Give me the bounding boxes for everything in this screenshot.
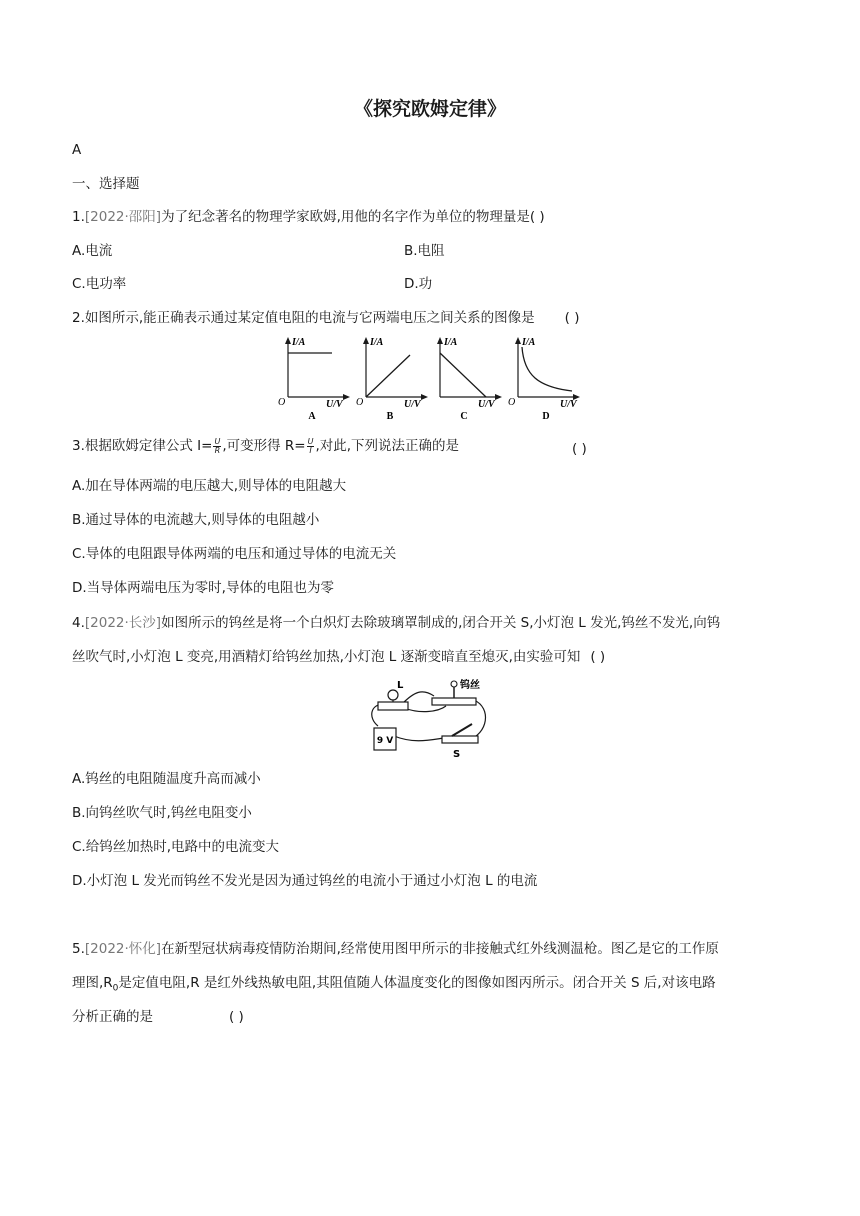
question-source: [2022·怀化] [84,941,162,957]
q4-option-c: C.给钨丝加热时,电路中的电流变大 [72,839,280,855]
graph-option-c [424,335,504,429]
question-text: 分析正确的是 [72,1009,153,1025]
battery-label: 9 V [376,736,394,746]
question-source: [2022·长沙] [84,615,162,631]
answer-blank: ( ) [529,209,545,225]
graph-caption: C [460,411,468,422]
q1-option-c: C.电功率 [72,276,127,292]
question-number: 4. [72,615,85,631]
q3-option-a: A.加在导体两端的电压越大,则导体的电阻越大 [72,478,347,494]
q3-option-c: C.导体的电阻跟导体两端的电压和通过导体的电流无关 [72,546,397,562]
graph-caption: D [542,411,550,422]
answer-blank: ( ) [572,441,587,457]
q4-option-a: A.钨丝的电阻随温度升高而减小 [72,771,261,787]
q4-option-b: B.向钨丝吹气时,钨丝电阻变小 [72,805,252,821]
formula-fraction: $\frac{U}{I}$ [307,436,314,455]
origin-label: O [356,397,364,408]
q1-option-d: D.功 [404,276,433,292]
y-axis-label: I/A [444,337,458,348]
question-number: 1. [72,209,85,225]
y-axis-label: I/A [522,337,536,348]
formula-fraction: $\frac{U}{R}$ [214,436,221,455]
y-axis-label: I/A [370,337,384,348]
question-2 [72,309,580,327]
lamp-base [378,702,408,710]
origin-label: O [508,397,516,408]
question-text: 2.如图所示,能正确表示通过某定值电阻的电流与它两端电压之间关系的图像是 [72,310,535,326]
x-axis-label: U/V [404,399,421,410]
section-heading: 一、选择题 [72,176,140,192]
graph-option-a [272,335,352,429]
graph-option-d [502,335,586,429]
x-axis-label: U/V [560,399,577,410]
switch-base [442,736,478,743]
question-5-line-3 [72,1008,244,1026]
q3-option-d: D.当导体两端电压为零时,导体的电阻也为零 [72,580,334,596]
question-text: 在新型冠状病毒疫情防治期间,经常使用图甲所示的非接触式红外线测温枪。图乙是它的工作原 [161,941,719,957]
question-4-line-1 [72,614,720,632]
question-text: 为了纪念著名的物理学家欧姆,用他的名字作为单位的物理量是 [161,209,530,225]
question-4-line-2 [72,648,605,666]
question-3: 3.根据欧姆定律公式 I= $\frac{U}{R}$ ,可变形得 R= $\frac{U}{I}$ ,对此,下列说法正确的是 [72,436,460,455]
level-label: A [72,142,82,158]
answer-blank: ( ) [229,1009,244,1025]
x-axis-label: U/V [326,399,343,410]
question-1 [72,208,545,226]
q4-option-d: D.小灯泡 L 发光而钨丝不发光是因为通过钨丝的电流小于通过小灯泡 L 的电流 [72,873,538,889]
tungsten-label: 钨丝 [460,680,480,691]
q1-option-a: A.电流 [72,243,113,259]
question-text: 丝吹气时,小灯泡 L 变亮,用酒精灯给钨丝加热,小灯泡 L 逐渐变暗直至熄灭,由实验可知 [72,649,581,665]
tungsten-base [432,698,476,705]
origin-label: O [278,397,286,408]
question-text: 3.根据欧姆定律公式 I= [72,438,213,454]
question-number: 5. [72,941,85,957]
y-axis-label: I/A [292,337,306,348]
x-axis-label: U/V [478,399,495,410]
answer-blank: ( ) [590,649,606,665]
tungsten-icon [451,681,457,687]
graph-caption: A [308,411,316,422]
question-source: [2022·邵阳] [84,209,162,225]
graph-option-b [350,335,430,429]
page-title: 《探究欧姆定律》 [353,98,506,120]
question-5-line-2: 理图$,R_0$是定值电阻,R 是红外线热敏电阻,其阻值随人体温度变化的图像如图丙所示。闭合开关 S 后,对该电路 [72,975,716,994]
q3-option-b: B.通过导体的电流越大,则导体的电阻越小 [72,512,320,528]
circuit-figure [364,678,494,760]
lamp-label: L [397,680,404,691]
question-5-line-1 [72,940,719,958]
answer-blank: ( ) [564,310,580,326]
graph-caption: B [386,411,394,422]
lamp-icon [388,690,398,700]
q1-option-b: B.电阻 [404,243,445,259]
question-text: 如图所示的钨丝是将一个白炽灯去除玻璃罩制成的,闭合开关 S,小灯泡 L 发光,钨丝不发光,向钨 [161,615,721,631]
switch-label: S [453,749,461,760]
